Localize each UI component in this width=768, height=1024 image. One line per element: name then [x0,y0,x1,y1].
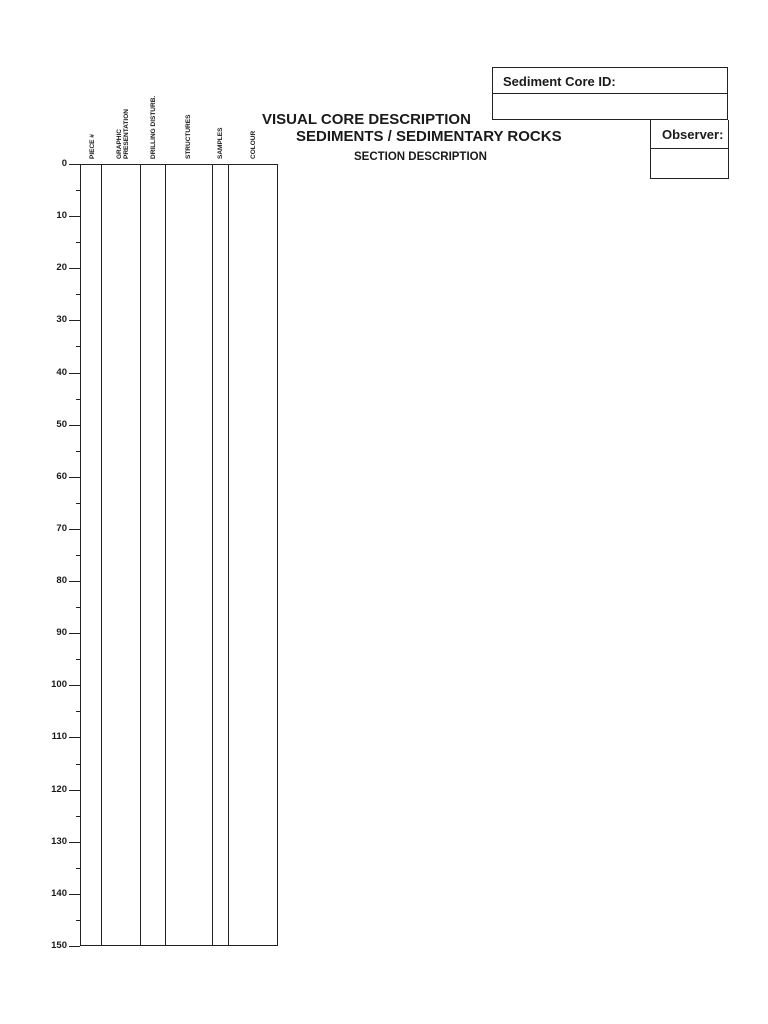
depth-minor-tick [76,242,80,243]
depth-minor-tick [76,294,80,295]
column-divider [165,164,166,946]
observer-label-row [651,120,728,149]
depth-major-tick [69,216,80,217]
depth-tick-label: 50 [56,419,67,430]
depth-minor-tick [76,764,80,765]
depth-minor-tick [76,659,80,660]
depth-major-tick [69,320,80,321]
column-divider [228,164,229,946]
depth-minor-tick [76,816,80,817]
observer-field[interactable] [651,149,728,178]
depth-minor-tick [76,555,80,556]
depth-tick-label: 130 [51,836,67,847]
depth-minor-tick [76,711,80,712]
depth-tick-label: 80 [56,575,67,586]
depth-major-tick [69,946,80,947]
depth-tick-label: 70 [56,523,67,534]
col-header-drilling-disturb-label: DRILLING DISTURB. [150,95,157,159]
sediment-core-id-field[interactable] [493,94,727,120]
observer-box [650,120,729,179]
depth-major-tick [69,164,80,165]
depth-major-tick [69,842,80,843]
depth-minor-tick [76,868,80,869]
depth-major-tick [69,790,80,791]
depth-tick-label: 20 [56,262,67,273]
depth-major-tick [69,268,80,269]
col-header-structures-label: STRUCTURES [185,114,192,159]
depth-tick-label: 60 [56,471,67,482]
sediment-core-id-label: Sediment Core ID: [503,74,616,89]
depth-minor-tick [76,451,80,452]
form-title: VISUAL CORE DESCRIPTION [262,111,471,128]
depth-minor-tick [76,503,80,504]
depth-major-tick [69,581,80,582]
depth-major-tick [69,529,80,530]
depth-tick-label: 90 [56,627,67,638]
section-description-heading: SECTION DESCRIPTION [354,151,487,163]
form-subtitle: SEDIMENTS / SEDIMENTARY ROCKS [296,128,562,145]
depth-major-tick [69,633,80,634]
sediment-core-id-label-row [493,68,727,94]
depth-tick-label: 120 [51,784,67,795]
col-header-graphic-presentation-label: GRAPHIC PRESENTATION [116,109,130,159]
depth-tick-label: 150 [51,940,67,951]
col-header-samples-label: SAMPLES [217,127,224,159]
column-divider [101,164,102,946]
col-header-piece-label: PIECE # [89,134,96,159]
depth-minor-tick [76,607,80,608]
depth-tick-label: 40 [56,367,67,378]
depth-major-tick [69,425,80,426]
depth-minor-tick [76,920,80,921]
depth-major-tick [69,685,80,686]
observer-label: Observer: [662,127,724,142]
core-description-grid [80,164,278,946]
depth-tick-label: 100 [51,679,67,690]
depth-tick-label: 140 [51,888,67,899]
depth-tick-label: 10 [56,210,67,221]
depth-tick-label: 110 [51,731,67,742]
depth-tick-label: 30 [56,314,67,325]
col-header-colour-label: COLOUR [250,130,257,159]
sediment-core-id-box [492,67,728,120]
depth-major-tick [69,737,80,738]
depth-major-tick [69,894,80,895]
depth-minor-tick [76,346,80,347]
depth-tick-label: 0 [61,158,67,169]
depth-major-tick [69,373,80,374]
depth-minor-tick [76,190,80,191]
depth-major-tick [69,477,80,478]
depth-minor-tick [76,399,80,400]
column-divider [212,164,213,946]
column-divider [140,164,141,946]
